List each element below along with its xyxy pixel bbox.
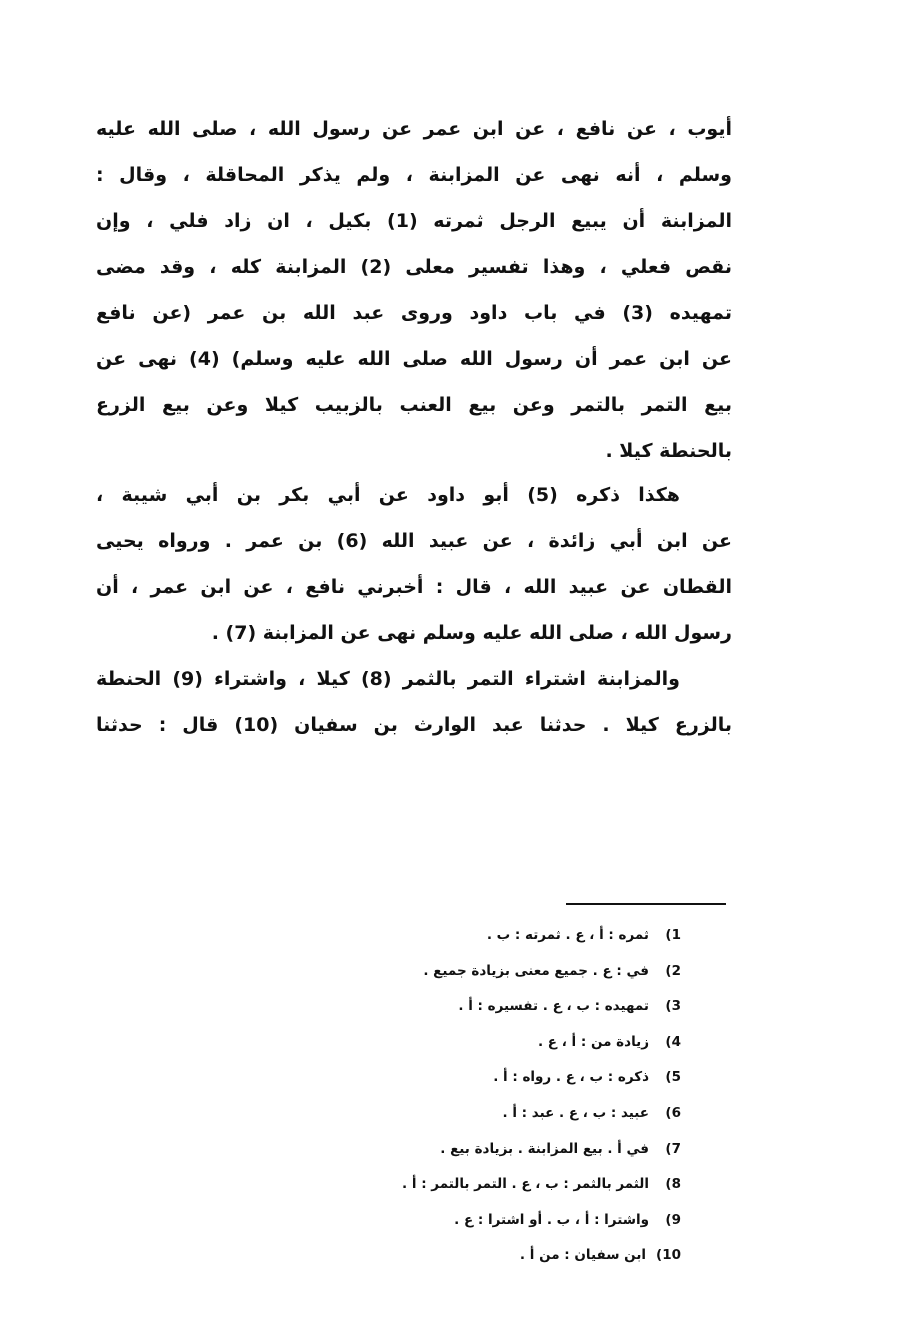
- footnote-text: عبيد : ب ، ع . عبد : أ .: [502, 1104, 649, 1121]
- footnote-number: 5): [665, 1069, 681, 1086]
- paragraph-2: [96, 472, 732, 656]
- text-line: رسول الله ، صلى الله عليه وسلم نهى عن المزابنة (7) .: [211, 622, 732, 644]
- footnote-text: واشترا : أ ، ب . أو اشترا : ع .: [454, 1211, 649, 1228]
- footnote-item: [402, 1238, 681, 1274]
- text-line: المزابنة أن يبيع الرجل ثمرته (1) بكيل ، ان زاد فلي ، وإن: [96, 210, 732, 232]
- footnote-item: [402, 1203, 681, 1239]
- footnote-number: 8): [665, 1176, 681, 1193]
- text-line: بالزرع كيلا . حدثنا عبد الوارث بن سفيان (10) قال : حدثنا: [96, 714, 732, 736]
- footnote-text: في أ . بيع المزابنة . بزيادة بيع .: [440, 1140, 649, 1157]
- footnote-item: [402, 954, 681, 990]
- paragraph-1: [96, 106, 732, 474]
- text-line: نقص فعلي ، وهذا تفسير معلى (2) المزابنة كله ، وقد مضى: [96, 256, 732, 278]
- text-line: عن ابن عمر أن رسول الله صلى الله عليه وسلم) (4) نهى عن: [96, 348, 732, 370]
- footnote-text: ثمره : أ ، ع . ثمرته : ب .: [486, 927, 649, 943]
- footnote-text: تمهيده : ب ، ع . تفسيره : أ .: [458, 998, 649, 1015]
- paragraph-3: [96, 656, 732, 748]
- footnote-text: في : ع . جميع معنى بزيادة جميع .: [423, 962, 649, 979]
- footnote-number: 6): [665, 1104, 681, 1121]
- footnote-number: 7): [665, 1140, 681, 1157]
- text-line: القطان عن عبيد الله ، قال : أخبرني نافع ، عن ابن عمر ، أن: [96, 576, 732, 598]
- footnote-number: 3): [665, 998, 681, 1015]
- footnote-item: [402, 1060, 681, 1096]
- footnote-text: ذكره : ب ، ع . رواه : أ .: [493, 1069, 649, 1086]
- text-line: عن ابن أبي زائدة ، عن عبيد الله (6) بن عمر . ورواه يحيى: [96, 530, 732, 552]
- footnote-text: الثمر بالثمر : ب ، ع . التمر بالتمر : أ .: [402, 1176, 649, 1193]
- footnote-item: [402, 989, 681, 1025]
- footnote-number: 1): [665, 927, 681, 943]
- footnote-text: زيادة من : أ ، ع .: [537, 1033, 649, 1050]
- footnote-divider: [566, 903, 726, 905]
- footnote-number: 9): [665, 1211, 681, 1228]
- footnote-item: [402, 1025, 681, 1061]
- text-line: هكذا ذكره (5) أبو داود عن أبي بكر بن أبي شيبة ،: [96, 484, 680, 506]
- text-line: وسلم ، أنه نهى عن المزابنة ، ولم يذكر المحاقلة ، وقال :: [96, 164, 732, 186]
- footnote-number: 4): [665, 1033, 681, 1050]
- text-line: تمهيده (3) في باب داود وروى عبد الله بن عمر (عن نافع: [96, 302, 732, 324]
- footnote-number: 2): [665, 962, 681, 979]
- text-line: والمزابنة اشتراء التمر بالثمر (8) كيلا ، واشتراء (9) الحنطة: [96, 668, 680, 690]
- footnote-item: [402, 1167, 681, 1203]
- footnote-text: ابن سفيان : من أ .: [519, 1247, 647, 1264]
- footnote-number: 10): [656, 1247, 681, 1264]
- text-line: بيع التمر بالتمر وعن بيع العنب بالزبيب كيلا وعن بيع الزرع: [96, 394, 732, 416]
- footnote-item: [402, 1132, 681, 1168]
- footnote-item: [402, 1096, 681, 1132]
- footnotes-list: [402, 918, 681, 1274]
- footnote-item: [402, 918, 681, 954]
- text-line: أيوب ، عن نافع ، عن ابن عمر عن رسول الله ، صلى الله عليه: [96, 118, 732, 140]
- text-line: بالحنطة كيلا .: [605, 440, 732, 462]
